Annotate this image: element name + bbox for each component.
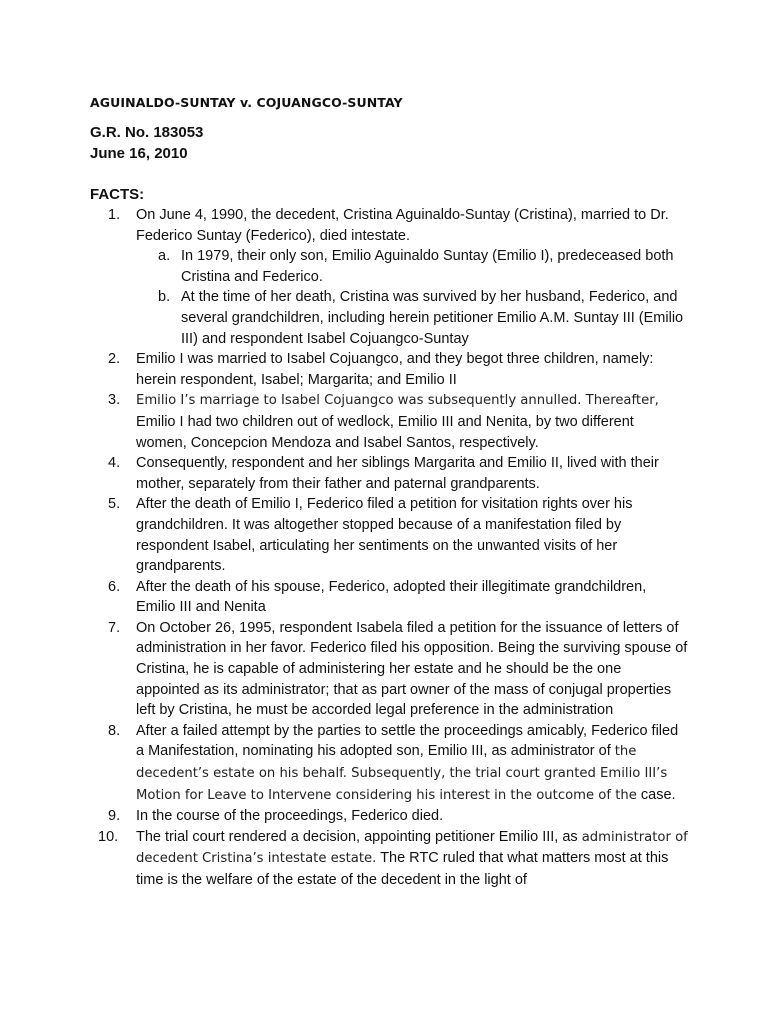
fact-number: 3. — [108, 392, 121, 409]
fact-number: 10. — [98, 828, 119, 845]
fact-text: case. — [640, 786, 676, 803]
fact-text: Emilio I had two children out of wedlock, Emilio III and Nenita, by two different women, Concepcion Mendoza and Isabel Santos, respectively. — [136, 413, 634, 451]
fact-item — [0, 577, 768, 618]
fact-text: In the course of the proceedings, Federico died. — [136, 808, 444, 825]
fact-item — [0, 390, 768, 453]
facts-list — [0, 205, 768, 891]
fact-item — [0, 827, 768, 891]
fact-number: 4. — [108, 455, 121, 472]
fact-text: After the death of his spouse, Federico, adopted their illegitimate grandchildren, Emilio III and Nenita — [136, 578, 647, 616]
fact-text: On June 4, 1990, the decedent, Cristina Aguinaldo-Suntay (Cristina), married to Dr. Federico Suntay (Federico), died intestate. — [136, 207, 669, 244]
fact-item — [0, 806, 768, 827]
fact-item — [0, 618, 768, 721]
fact-item — [0, 721, 768, 806]
fact-item — [0, 349, 768, 390]
fact-subitem — [0, 287, 768, 349]
fact-text: On October 26, 1995, respondent Isabela filed a petition for the issuance of letters of administration in her favor. Federico filed his opposition. Being the surviving spouse of Cristina, he is capable of administering her estate and he should be the one appointed as its administrator; that as part owner of the mass of conjugal properties left by Cristina, he must be accorded legal preference in the administration — [136, 619, 688, 719]
fact-text: After the death of Emilio I, Federico filed a petition for visitation rights over his grandchildren. It was altogether stopped because of a manifestation filed by respondent Isabel, articulating her sentiments on the unwanted visits of her grandparents. — [136, 496, 633, 575]
fact-number: 7. — [108, 619, 121, 636]
subitem-text: In 1979, their only son, Emilio Aguinaldo Suntay (Emilio I), predeceased both Cristina and Federico. — [181, 248, 674, 285]
fact-item — [0, 205, 768, 246]
facts-heading: FACTS: — [90, 186, 145, 203]
fact-number: 5. — [108, 496, 121, 513]
fact-number: 6. — [108, 578, 121, 595]
fact-text: Consequently, respondent and her siblings Margarita and Emilio II, lived with their mother, separately from their father and paternal grandparents. — [136, 455, 659, 492]
fact-text: After a failed attempt by the parties to settle the proceedings amicably, Federico filed a Manifestation, nominating his adopted son, Emilio III, as administrator of — [136, 722, 679, 760]
fact-item — [0, 453, 768, 494]
gr-number: G.R. No. 183053 — [90, 124, 204, 141]
fact-text: administrator of decedent Cristina’s intestate estate. — [136, 829, 688, 867]
subitem-letter: b. — [158, 289, 171, 306]
case-title: AGUINALDO-SUNTAY v. COJUANGCO-SUNTAY — [90, 95, 403, 110]
fact-item — [0, 494, 768, 576]
fact-number: 9. — [108, 808, 121, 825]
fact-number: 8. — [108, 722, 121, 739]
fact-text: Emilio I was married to Isabel Cojuangco, and they begot three children, namely: herein respondent, Isabel; Margarita; and Emilio II — [136, 351, 654, 388]
fact-number: 2. — [108, 351, 121, 368]
subitem-letter: a. — [158, 248, 171, 265]
fact-number: 1. — [108, 207, 121, 223]
decision-date: June 16, 2010 — [90, 145, 188, 162]
fact-text: Emilio I’s marriage to Isabel Cojuangco was subsequently annulled. Thereafter, — [136, 393, 659, 409]
subitem-text: At the time of her death, Cristina was survived by her husband, Federico, and several grandchildren, including herein petitioner Emilio A.M. Suntay III (Emilio III) and respondent Isabel Cojuangco-Suntay — [181, 289, 684, 347]
fact-text: the decedent’s estate on his behalf. Subsequently, the trial court granted Emilio III’s Motion for Leave to Intervene considering his interest in the outcome of the — [136, 744, 668, 803]
fact-subitem — [0, 246, 768, 287]
fact-text: The trial court rendered a decision, appointing petitioner Emilio III, as — [136, 828, 578, 845]
fact-text: The RTC ruled that what matters most at this time is the welfare of the estate of the decedent in the light of — [136, 850, 669, 888]
